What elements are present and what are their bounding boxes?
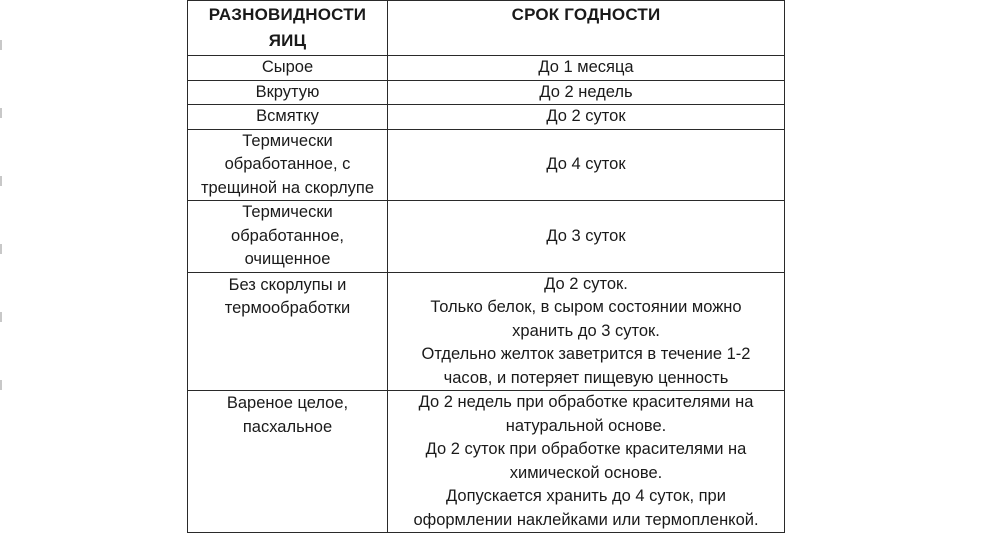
cell-line: Только белок, в сыром состоянии можно [430,298,742,316]
cell-type [188,105,388,130]
header-line: ЯИЦ [268,31,307,50]
header-egg-types [188,1,388,56]
cell-term [388,105,785,130]
table-row [188,201,785,273]
cell-line: химической основе. [509,463,663,482]
table-header-row [188,1,785,56]
cell-line: очищенное [244,250,331,268]
cell-line: Термически [242,131,333,150]
table-row [188,129,785,201]
cell-line: Вкрутую [255,82,320,101]
cell-line: Сырое [261,58,314,76]
cell-term [388,56,785,81]
cell-line: До 2 недель при обработке красителями на [418,393,754,411]
cell-line: обработанное, [231,226,344,245]
cell-line: Отдельно желток заветрится в течение 1-2 [421,345,751,363]
left-edge-marks [0,40,3,448]
cell-line: часов, и потеряет пищевую ценность [443,368,729,387]
table-row [188,391,785,533]
cell-term [388,129,785,201]
cell-line: До 2 суток [546,107,626,125]
cell-type [188,391,388,533]
cell-line: хранить до 3 суток. [512,321,660,340]
header-line: РАЗНОВИДНОСТИ [208,5,367,24]
cell-line: обработанное, с [224,155,351,173]
cell-line: До 2 суток при обработке красителями на [425,440,747,458]
table-row [188,105,785,130]
cell-line: Всмятку [256,107,319,125]
header-shelf-life [388,1,785,56]
cell-line: термообработки [224,299,351,317]
cell-line: Термически [242,203,333,221]
cell-line: До 1 месяца [538,58,634,76]
shelf-life-table-container [187,0,784,533]
table-row [188,80,785,105]
cell-line: До 4 суток [546,155,626,173]
cell-type [188,56,388,81]
cell-line: трещиной на скорлупе [200,178,375,197]
cell-line: пасхальное [242,417,333,436]
cell-line: До 2 недель [539,82,633,101]
cell-type [188,272,388,391]
cell-line: натуральной основе. [505,416,667,435]
table-row [188,272,785,391]
cell-line: До 2 суток. [544,274,628,293]
cell-term [388,391,785,533]
cell-type [188,129,388,201]
cell-term [388,272,785,391]
cell-type [188,201,388,273]
table-row [188,56,785,81]
shelf-life-table [187,0,785,533]
cell-term [388,80,785,105]
cell-line: Вареное целое, [226,394,349,412]
cell-line: Допускается хранить до 4 суток, при [446,487,726,505]
cell-type [188,80,388,105]
header-line: СРОК ГОДНОСТИ [511,5,661,24]
cell-line: Без скорлупы и [228,275,347,294]
cell-line: До 3 суток [546,226,626,245]
cell-line: оформлении наклейками или термопленкой. [413,510,759,529]
cell-term [388,201,785,273]
